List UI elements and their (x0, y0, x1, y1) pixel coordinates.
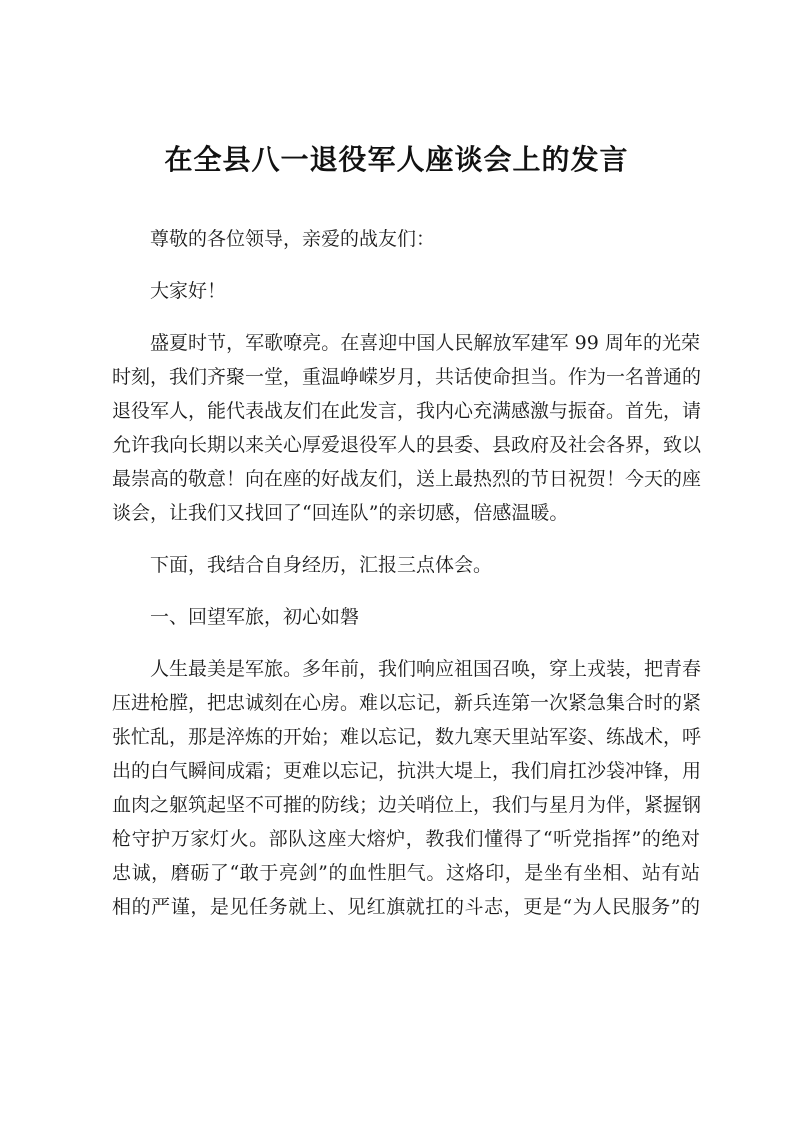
paragraph-line: 张忙乱，那是淬炼的开始；难以忘记，数九寒天里站军姿、练战术，呼 (112, 726, 702, 748)
paragraph-line: 相的严谨，是见任务就上、见红旗就扛的斗志，更是“为人民服务”的 (112, 896, 700, 918)
paragraph-line: 枪守护万家灯火。部队这座大熔炉，教我们懂得了“听党指挥”的绝对 (112, 828, 700, 850)
section-heading-1: 一、回望军旅，初心如磐 (150, 606, 360, 628)
paragraph-line: 退役军人，能代表战友们在此发言，我内心充满感激与振奋。首先，请 (112, 400, 702, 422)
document-title: 在全县八一退役军人座谈会上的发言 (164, 143, 629, 176)
opening-paragraph (112, 326, 700, 530)
salutation-paragraph: 尊敬的各位领导，亲爱的战友们： (150, 228, 436, 250)
paragraph-line: 最崇高的敬意！向在座的好战友们，送上最热烈的节日祝贺！今天的座 (112, 468, 702, 490)
section-1-paragraph (112, 652, 700, 924)
paragraph-line: 压进枪膛，把忠诚刻在心房。难以忘记，新兵连第一次紧急集合时的紧 (112, 692, 702, 714)
paragraph-line: 血肉之躯筑起坚不可摧的防线；边关哨位上，我们与星月为伴，紧握钢 (112, 794, 702, 816)
paragraph-line: 允许我向长期以来关心厚爱退役军人的县委、县政府及社会各界，致以 (112, 434, 702, 456)
document-body (112, 222, 700, 942)
paragraph-line: 盛夏时节，军歌嘹亮。在喜迎中国人民解放军建军 99 周年的光荣 (150, 332, 700, 354)
paragraph-line: 人生最美是军旅。多年前，我们响应祖国召唤，穿上戎装，把青春 (150, 658, 702, 680)
paragraph-line: 时刻，我们齐聚一堂，重温峥嵘岁月，共话使命担当。作为一名普通的 (112, 366, 702, 388)
paragraph-line: 出的白气瞬间成霜；更难以忘记，抗洪大堤上，我们肩扛沙袋冲锋，用 (112, 760, 702, 782)
intro-paragraph: 下面，我结合自身经历，汇报三点体会。 (150, 554, 493, 576)
paragraph-line: 谈会，让我们又找回了“回连队”的亲切感，倍感温暖。 (112, 502, 569, 524)
paragraph-line: 忠诚，磨砺了“敢于亮剑”的血性胆气。这烙印，是坐有坐相、站有站 (112, 862, 700, 884)
greeting-paragraph: 大家好！ (150, 280, 227, 302)
